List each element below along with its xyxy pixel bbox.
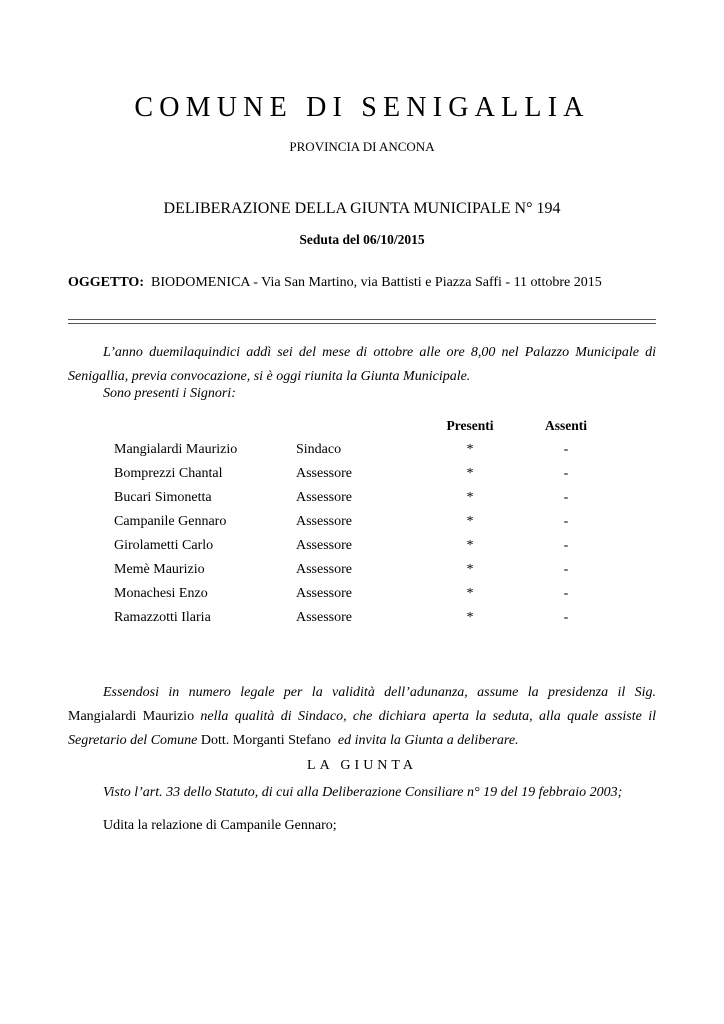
column-header-present: Presenti <box>446 418 494 433</box>
quorum-line-3 <box>68 729 656 753</box>
session-date: Seduta del 06/10/2015 <box>299 232 425 247</box>
giunta-heading: LA GIUNTA <box>307 758 417 773</box>
absent-mark: - <box>563 538 569 553</box>
absent-mark: - <box>563 562 569 577</box>
present-mark: * <box>466 562 474 577</box>
subject-text: BIODOMENICA - Via San Martino, via Battisti e Piazza Saffi - 11 ottobre 2015 <box>150 275 602 290</box>
member-name: Ramazzotti Ilaria <box>114 610 211 625</box>
member-name: Memè Maurizio <box>114 562 205 577</box>
member-name: Monachesi Enzo <box>114 586 208 601</box>
attendance-row <box>0 586 724 610</box>
province-name: PROVINCIA DI ANCONA <box>289 139 435 154</box>
present-mark: * <box>466 490 474 505</box>
divider-bottom <box>68 323 656 324</box>
attendance-row <box>0 538 724 562</box>
deliberation-heading: DELIBERAZIONE DELLA GIUNTA MUNICIPALE N° 194 <box>163 200 561 217</box>
present-mark: * <box>466 466 474 481</box>
present-mark: * <box>466 538 474 553</box>
absent-mark: - <box>563 514 569 529</box>
divider-top <box>68 319 656 320</box>
member-name: Mangialardi Maurizio <box>114 442 238 457</box>
intro-line-1: L’anno duemilaquindici addì sei del mese di ottobre alle ore 8,00 nel Palazzo Municipale di <box>103 345 656 360</box>
subject-line <box>68 275 602 291</box>
secretary-name: Dott. Morganti Stefano <box>197 733 335 748</box>
member-role: Assessore <box>296 562 352 577</box>
attendance-header <box>0 418 724 442</box>
quorum-line-1: Essendosi in numero legale per la validità dell’adunanza, assume la presidenza il Sig. <box>103 685 656 700</box>
member-role: Assessore <box>296 610 352 625</box>
absent-mark: - <box>563 490 569 505</box>
column-header-absent: Assenti <box>544 418 587 433</box>
attendance-row <box>0 442 724 466</box>
attendance-row <box>0 466 724 490</box>
absent-mark: - <box>563 586 569 601</box>
member-name: Girolametti Carlo <box>114 538 214 553</box>
present-mark: * <box>466 442 474 457</box>
attendance-row <box>0 610 724 634</box>
quorum-text-2: nella qualità di Sindaco, che dichiara aperta la seduta, alla quale assiste il <box>194 709 656 724</box>
udita-clause: Udita la relazione di Campanile Gennaro; <box>103 818 337 833</box>
member-name: Bomprezzi Chantal <box>114 466 223 481</box>
intro-line-2: Senigallia, previa convocazione, si è oggi riunita la Giunta Municipale. <box>68 369 471 384</box>
present-mark: * <box>466 610 474 625</box>
visto-clause: Visto l’art. 33 dello Statuto, di cui alla Deliberazione Consiliare n° 19 del 19 febbraio 2003; <box>103 785 623 800</box>
member-role: Assessore <box>296 466 352 481</box>
member-role: Assessore <box>296 490 352 505</box>
quorum-line-2 <box>68 705 656 729</box>
member-role: Assessore <box>296 514 352 529</box>
quorum-text-3: Segretario del Comune <box>68 733 198 748</box>
quorum-text-4: ed invita la Giunta a deliberare. <box>334 733 519 748</box>
intro-paragraph <box>68 341 656 389</box>
attendance-row <box>0 562 724 586</box>
member-name: Campanile Gennaro <box>114 514 227 529</box>
municipality-title: COMUNE DI SENIGALLIA <box>134 92 590 123</box>
absent-mark: - <box>563 610 569 625</box>
president-name: Mangialardi Maurizio <box>68 709 195 724</box>
attendance-row <box>0 514 724 538</box>
present-mark: * <box>466 586 474 601</box>
member-role: Assessore <box>296 586 352 601</box>
member-role: Sindaco <box>296 442 342 457</box>
subject-label: OGGETTO: <box>68 275 144 290</box>
member-role: Assessore <box>296 538 352 553</box>
absent-mark: - <box>563 466 569 481</box>
member-name: Bucari Simonetta <box>114 490 212 505</box>
present-label: Sono presenti i Signori: <box>103 386 236 401</box>
quorum-paragraph <box>68 681 656 753</box>
attendance-row <box>0 490 724 514</box>
present-mark: * <box>466 514 474 529</box>
absent-mark: - <box>563 442 569 457</box>
